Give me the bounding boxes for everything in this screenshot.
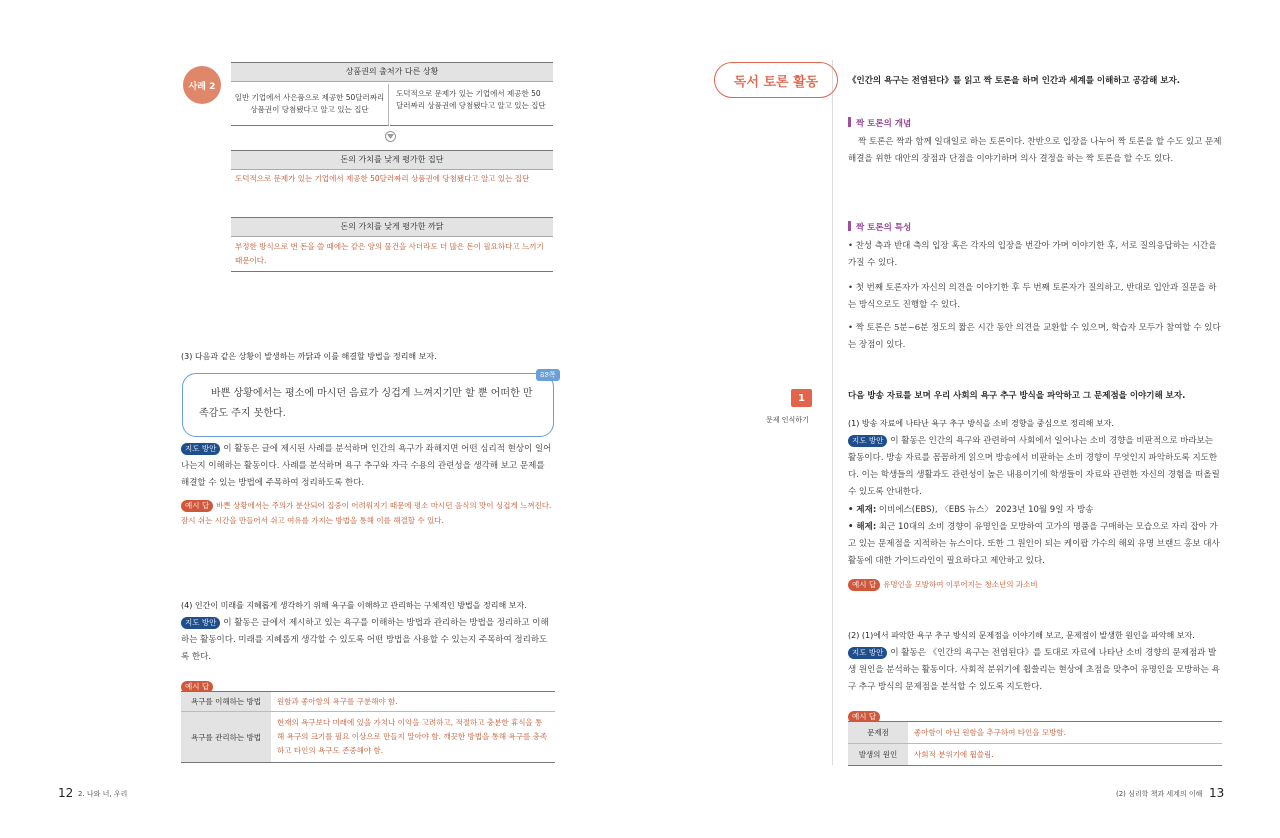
case-a1-text: 도덕적으로 문제가 있는 기업에서 제공한 50달러짜리 상품권에 당첨됐다고 알고 있는 집단 <box>235 174 530 183</box>
feature-item <box>848 320 1222 354</box>
source-line <box>848 502 1222 519</box>
guide-4-text: 이 활동은 글에서 제시하고 있는 욕구를 이해하는 방법과 관리하는 방법을 정리하고 이해하는 활동이다. 미래를 지혜롭게 생각할 수 있도록 어떤 방법을 사용할 수 있는지 주목하여 정리하도록 한다. <box>181 618 549 662</box>
quote-tag-text: 88쪽 <box>540 371 556 379</box>
needs-table <box>181 691 555 763</box>
case-box-right-text: 도덕적으로 문제가 있는 기업에서 제공한 50달러짜리 상품권에 당첨됐다고 알고 있는 집단 <box>396 89 546 110</box>
feature-item-text: • 첫 번째 토론자가 자신의 의견을 이야기한 후 두 번째 토론자가 질의하고, 반대로 입안과 질문을 하는 방식으로도 진행할 수 있다. <box>848 283 1217 310</box>
heading-bar-icon <box>848 117 851 127</box>
problem-table <box>848 721 1222 766</box>
guide-r1 <box>848 433 1222 501</box>
heading-concept-text: 짝 토론의 개념 <box>856 119 912 129</box>
reading-debate-badge <box>714 62 838 98</box>
step-label <box>766 415 809 425</box>
example-tag: 예시 답 <box>848 579 880 591</box>
table-key: 욕구를 이해하는 방법 <box>181 692 271 712</box>
sub-question-1 <box>848 418 1114 429</box>
question-3 <box>181 351 437 362</box>
heading-features <box>848 221 911 233</box>
footer-right-text: (2) 심리학 책과 세계의 이해 <box>1116 790 1203 798</box>
table-key: 문제점 <box>848 722 908 744</box>
example-3-text: 바쁜 상황에서는 주의가 분산되어 집중이 어려워지기 때문에 평소 마시던 음식의 맛이 싱겁게 느껴진다. 잠시 쉬는 시간을 만들어서 쉬고 여유를 가지는 방법을 통해 이를 해결할 수 있다. <box>181 501 552 525</box>
heading-concept <box>848 117 911 129</box>
step-number-text: 1 <box>798 392 805 404</box>
table-row <box>848 744 1222 766</box>
footer-left-text: 2. 나와 너, 우리 <box>78 790 128 798</box>
case-q2-text: 돈의 가치를 낮게 평가한 까닭 <box>340 222 444 231</box>
case-box-right <box>390 84 553 126</box>
arrow-down-icon <box>385 131 396 142</box>
footer-right <box>1116 789 1202 799</box>
case-a1 <box>231 172 553 186</box>
concept-paragraph <box>848 134 1222 168</box>
explanation-text: 최근 10대의 소비 경향이 유명인을 모방하여 고가의 명품을 구매하는 모습으로 자리 잡아 가고 있는 문제점을 지적하는 뉴스이다. 또한 그 원인이 되는 케이팝 가수의 해외 유명 브랜드 홍보 대사 활동에 대한 가이드라인이 필요하다고 제안하고 있다. <box>848 522 1220 566</box>
guide-3-text: 이 활동은 글에 제시된 사례를 분석하며 인간의 욕구가 좌해지면 어떤 심리적 현상이 일어나는지 이해하는 활동이다. 사례를 분석하며 욕구 추구와 자극 수용의 관련성을 생각해 보고 문제를 해결할 수 있는 방법에 주목하여 정리하도록 한다. <box>181 444 552 488</box>
heading-bar-icon <box>848 221 851 231</box>
table-value: 현재의 욕구보다 미래에 있을 가치나 이익을 고려하고, 적절하고 충분한 휴식을 통해 욕구의 크기를 필요 이상으로 만들지 말아야 함. 깨끗한 방법을 통해 욕구를 충족하고 타인의 욕구도 존중해야 함. <box>277 718 548 755</box>
case-a2-text: 부정한 방식으로 번 돈을 쓸 때에는 같은 양의 물건을 사더라도 더 많은 돈이 필요하다고 느끼기 때문이다. <box>235 242 544 265</box>
case-badge <box>183 66 221 104</box>
feature-item-text: • 찬성 측과 반대 측의 입장 혹은 각자의 입장을 번갈아 가며 이야기한 후, 서로 질의응답하는 시간을 가질 수 있다. <box>848 241 1217 268</box>
guide-r1-text: 이 활동은 인간의 욕구와 관련하여 사회에서 일어나는 소비 경향을 비판적으로 바라보는 활동이다. 방송 자료를 꼼꼼하게 읽으며 방송에서 비판하는 소비 경향이 무엇인지 파악하도록 지도한다. 이는 학생들의 생활과도 관련성이 높은 내용이기에 학생들이 자료와 관련한 자신의 경험을 떠올릴 수 있도록 안내한다. <box>848 436 1220 497</box>
guide-r2 <box>848 645 1222 696</box>
page-number-left <box>58 786 73 800</box>
feature-item <box>848 238 1222 272</box>
footer-left <box>78 789 127 799</box>
case-badge-label: 사례 2 <box>188 81 216 92</box>
table-key: 욕구를 관리하는 방법 <box>181 712 271 763</box>
page-number-left-text: 12 <box>58 786 74 800</box>
case-box-title <box>231 62 553 82</box>
page-number-right-text: 13 <box>1209 786 1225 800</box>
sub-question-2-text: (2) (1)에서 파악한 욕구 추구 방식의 문제점을 이야기해 보고, 문제점이 발생한 원인을 파악해 보자. <box>848 631 1195 640</box>
case-box-left <box>231 84 389 126</box>
quote-text: 바쁜 상황에서는 평소에 마시던 음료가 싱겁게 느껴지기만 할 뿐 어떠한 만족감도 주지 못한다. <box>199 388 533 419</box>
guide-tag: 지도 방안 <box>181 617 220 629</box>
step-number <box>791 389 812 407</box>
page-number-right <box>1209 786 1224 800</box>
page-divider <box>832 60 833 765</box>
guide-r2-text: 이 활동은 《인간의 욕구는 전염된다》를 토대로 자료에 나타난 소비 경향의 문제점과 발생 원인을 분석하는 활동이다. 사회적 분위기에 휩쓸리는 현상에 초점을 맞추어 유명인을 모방하는 욕구 추구 방식의 문제점을 분석할 수 있도록 지도한다. <box>848 648 1220 692</box>
case-q1 <box>231 150 553 170</box>
question-4 <box>181 600 527 611</box>
table-row <box>181 712 555 763</box>
source-label: • 제재: <box>848 505 877 515</box>
case-q2 <box>231 217 553 237</box>
case-box-title-text: 상품권의 출처가 다른 상황 <box>345 67 439 76</box>
case-a2 <box>231 240 553 272</box>
guide-3 <box>181 441 555 492</box>
guide-tag: 지도 방안 <box>848 647 887 659</box>
example-tag: 예시 답 <box>181 500 213 512</box>
case-box-left-text: 일반 기업에서 사은품으로 제공한 50달러짜리 상품권이 당첨됐다고 알고 있는 집단 <box>234 93 385 114</box>
question-4-text: (4) 인간이 미래를 지혜롭게 생각하기 위해 욕구를 이해하고 관리하는 구체적인 방법을 정리해 보자. <box>181 601 527 610</box>
example-tag: 예시 답 <box>181 681 213 693</box>
heading-features-text: 짝 토론의 특성 <box>856 223 912 233</box>
table-row <box>181 692 555 712</box>
table-row <box>848 722 1222 744</box>
example-r1-text: 유명인을 모방하여 이루어지는 청소년의 과소비 <box>883 580 1038 589</box>
reading-debate-badge-text: 독서 토론 활동 <box>733 74 819 90</box>
feature-item <box>848 280 1222 314</box>
intro-text-value: 《인간의 욕구는 전염된다》를 읽고 짝 토론을 하며 인간과 세계를 이해하고 공감해 보자. <box>848 76 1180 86</box>
table-value: 좋아함이 아닌 원함을 추구하여 타인을 모방함. <box>914 728 1066 737</box>
explanation-label: • 해제: <box>848 522 877 532</box>
feature-item-text: • 짝 토론은 5분~6분 정도의 짧은 시간 동안 의견을 교환할 수 있으며, 학습자 모두가 참여할 수 있다는 장점이 있다. <box>848 323 1221 350</box>
sub-question-2 <box>848 630 1195 641</box>
table-key: 발생의 원인 <box>848 744 908 766</box>
task-text-value: 다음 방송 자료를 보며 우리 사회의 욕구 추구 방식을 파악하고 그 문제점을 이야기해 보자. <box>848 391 1186 401</box>
table-value: 사회적 분위기에 휩쓸림. <box>914 750 994 759</box>
source-text: 이비에스(EBS), 〈EBS 뉴스〉 2023년 10월 9일 자 방송 <box>878 505 1094 515</box>
example-r1 <box>848 577 1038 592</box>
guide-tag: 지도 방안 <box>181 443 220 455</box>
quote-box <box>182 373 554 437</box>
guide-tag: 지도 방안 <box>848 435 887 447</box>
sub-question-1-text: (1) 방송 자료에 나타난 욕구 추구 방식을 소비 경향을 중심으로 정리해 보자. <box>848 419 1114 428</box>
step-label-text: 문제 인식하기 <box>766 416 809 424</box>
intro-text <box>848 74 1180 86</box>
task-text <box>848 389 1185 401</box>
case-q1-text: 돈의 가치를 낮게 평가한 집단 <box>340 155 444 164</box>
question-3-text: (3) 다음과 같은 상황이 발생하는 까닭과 이를 해결할 방법을 정리해 보자. <box>181 352 437 361</box>
example-3 <box>181 498 555 528</box>
concept-paragraph-text: 짝 토론은 짝과 함께 일대일로 하는 토론이다. 찬반으로 입장을 나누어 짝 토론을 할 수도 있고 문제 해결을 위한 대안의 장점과 단점을 이야기하며 의사 결정을 하는 짝 토론을 할 수도 있다. <box>848 137 1222 164</box>
example-tag: 예시 답 <box>848 711 880 723</box>
table-value: 원함과 좋아함의 욕구를 구분해야 함. <box>277 697 398 706</box>
explanation <box>848 519 1222 570</box>
guide-4 <box>181 615 555 666</box>
